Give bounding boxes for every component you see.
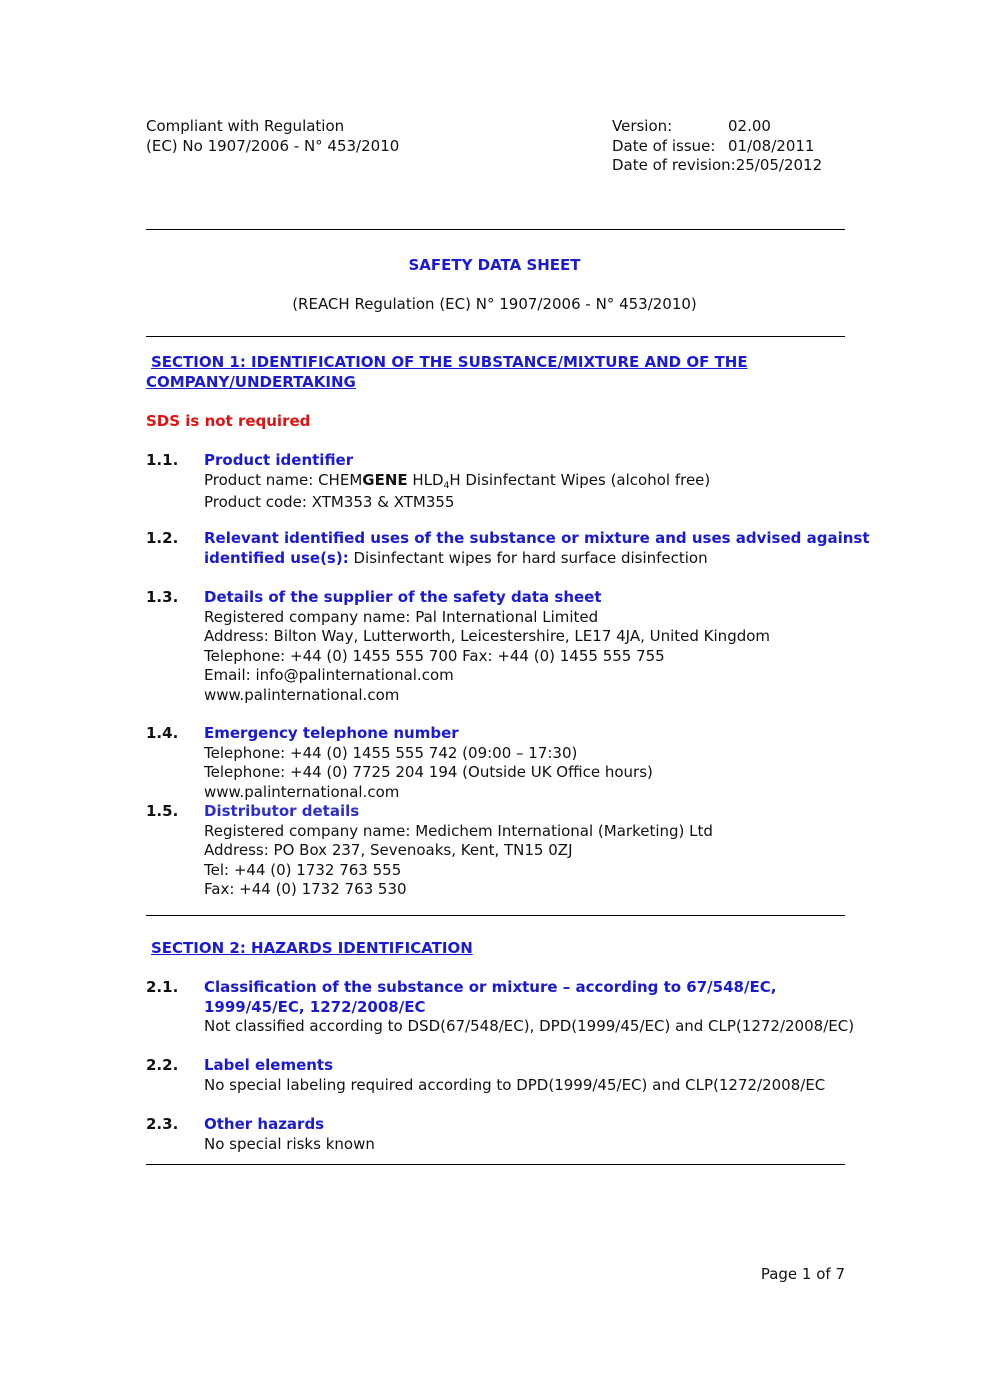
product-name-prefix: Product name: CHEM bbox=[204, 470, 363, 489]
product-name-brand: GENE bbox=[362, 470, 408, 489]
product-code: Product code: XTM353 & XTM355 bbox=[204, 493, 455, 512]
emergency-telephone-office: Telephone: +44 (0) 1455 555 742 (09:00 – 17:30) bbox=[204, 743, 578, 762]
revision-date-label: Date of revision: bbox=[612, 156, 736, 175]
issue-date-row bbox=[612, 137, 852, 157]
section-1-3 bbox=[204, 588, 849, 706]
page-number: Page 1 of 7 bbox=[760, 1265, 845, 1283]
distributor-company-name: Registered company name: Medichem International (Marketing) Ltd bbox=[204, 821, 713, 840]
section-1-5 bbox=[204, 802, 849, 900]
section-1-2 bbox=[204, 529, 870, 568]
revision-date-row bbox=[612, 156, 852, 176]
section-2-2-heading: Label elements bbox=[204, 1056, 334, 1074]
document-meta bbox=[612, 117, 852, 176]
section-1-4 bbox=[204, 724, 849, 802]
section-1-5-heading: Distributor details bbox=[204, 802, 360, 820]
product-name-subscript: 4 bbox=[443, 480, 450, 491]
section-1-1 bbox=[204, 451, 849, 513]
distributor-telephone: Tel: +44 (0) 1732 763 555 bbox=[204, 860, 402, 879]
section-2-3-heading: Other hazards bbox=[204, 1115, 325, 1133]
compliance-line-1: Compliant with Regulation bbox=[146, 117, 345, 135]
section-2-1 bbox=[204, 978, 855, 1037]
section-1-4-heading: Emergency telephone number bbox=[204, 724, 459, 742]
section-1-1-heading: Product identifier bbox=[204, 451, 354, 469]
distributor-address: Address: PO Box 237, Sevenoaks, Kent, TN15 0ZJ bbox=[204, 841, 573, 860]
identified-use: Disinfectant wipes for hard surface disinfection bbox=[348, 548, 708, 567]
version-label: Version: bbox=[612, 117, 673, 135]
section-1-1-number: 1.1. bbox=[146, 451, 179, 469]
supplier-email: Email: info@palinternational.com bbox=[204, 666, 454, 685]
divider bbox=[146, 229, 845, 230]
section-2-2-number: 2.2. bbox=[146, 1056, 179, 1074]
section-2-1-heading-line-2: 1999/45/EC, 1272/2008/EC bbox=[204, 997, 426, 1016]
document-title: SAFETY DATA SHEET bbox=[408, 256, 581, 274]
product-name-suffix: H Disinfectant Wipes (alcohol free) bbox=[449, 470, 711, 489]
emergency-website: www.palinternational.com bbox=[204, 782, 400, 801]
divider bbox=[146, 915, 845, 916]
section-1-5-number: 1.5. bbox=[146, 802, 179, 820]
product-name bbox=[204, 471, 849, 494]
section-1-2-line-2 bbox=[204, 549, 849, 569]
section-1-2-number: 1.2. bbox=[146, 529, 179, 547]
supplier-telephone: Telephone: +44 (0) 1455 555 700 Fax: +44 (0) 1455 555 755 bbox=[204, 646, 665, 665]
section-1-2-heading-line-2: identified use(s): bbox=[204, 548, 349, 567]
compliance-line-2: (EC) No 1907/2006 - N° 453/2010 bbox=[146, 136, 400, 155]
classification-text: Not classified according to DSD(67/548/EC), DPD(1999/45/EC) and CLP(1272/2008/EC) bbox=[204, 1017, 855, 1036]
supplier-company-name: Registered company name: Pal International Limited bbox=[204, 607, 599, 626]
document-subtitle: (REACH Regulation (EC) N° 1907/2006 - N° 453/2010) bbox=[292, 295, 697, 313]
section-2-1-heading-line-1: Classification of the substance or mixture – according to 67/548/EC, bbox=[204, 978, 777, 996]
divider bbox=[146, 336, 845, 337]
label-elements-text: No special labeling required according to DPD(1999/45/EC) and CLP(1272/2008/EC bbox=[204, 1075, 826, 1094]
section-1-3-number: 1.3. bbox=[146, 588, 179, 606]
section-1-3-heading: Details of the supplier of the safety data sheet bbox=[204, 588, 602, 606]
product-name-hld: HLD bbox=[407, 470, 444, 489]
revision-date-value: 25/05/2012 bbox=[735, 156, 823, 175]
version-row bbox=[612, 117, 852, 137]
section-1-4-number: 1.4. bbox=[146, 724, 179, 742]
section-2-3-number: 2.3. bbox=[146, 1115, 179, 1133]
section-1-title-line-2: COMPANY/UNDERTAKING bbox=[146, 372, 356, 391]
distributor-fax: Fax: +44 (0) 1732 763 530 bbox=[204, 880, 407, 899]
regulation-compliance bbox=[146, 117, 399, 156]
issue-date-value: 01/08/2011 bbox=[728, 136, 815, 155]
sds-notice: SDS is not required bbox=[146, 412, 311, 430]
section-1-title bbox=[146, 353, 748, 392]
other-hazards-text: No special risks known bbox=[204, 1134, 375, 1153]
section-2-3 bbox=[204, 1115, 849, 1154]
divider bbox=[146, 1164, 845, 1165]
section-1-title-line-1: SECTION 1: IDENTIFICATION OF THE SUBSTANCE/MIXTURE AND OF THE bbox=[151, 353, 748, 371]
section-1-2-heading-line-1: Relevant identified uses of the substance or mixture and uses advised against bbox=[204, 529, 870, 547]
section-2-title: SECTION 2: HAZARDS IDENTIFICATION bbox=[151, 939, 473, 957]
supplier-address: Address: Bilton Way, Lutterworth, Leicestershire, LE17 4JA, United Kingdom bbox=[204, 627, 771, 646]
emergency-telephone-outside-hours: Telephone: +44 (0) 7725 204 194 (Outside UK Office hours) bbox=[204, 763, 653, 782]
version-value: 02.00 bbox=[728, 117, 771, 135]
section-2-2 bbox=[204, 1056, 849, 1095]
issue-date-label: Date of issue: bbox=[612, 136, 716, 155]
supplier-website: www.palinternational.com bbox=[204, 685, 400, 704]
section-2-1-number: 2.1. bbox=[146, 978, 179, 996]
